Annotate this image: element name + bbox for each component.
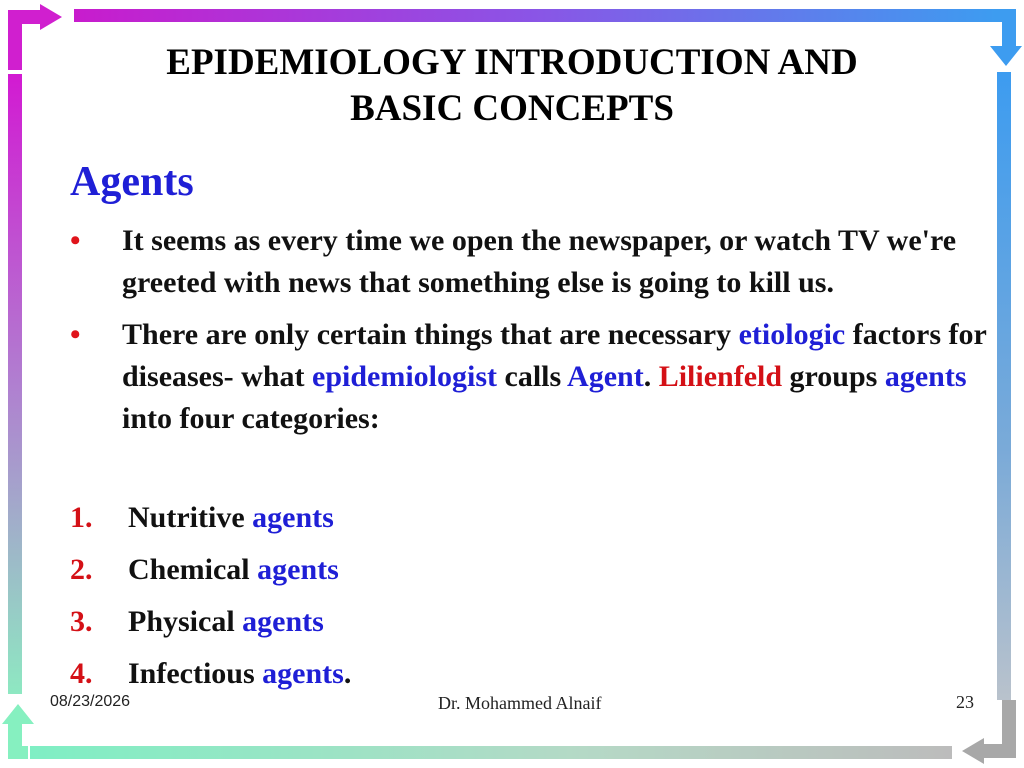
category-agent-word: agents	[257, 553, 339, 586]
bullet-text-1: It seems as every time we open the newspaper, or watch TV we're greeted with news that something else is going to kill us.	[122, 224, 957, 299]
category-item-3	[70, 596, 351, 648]
frame-bar-right	[997, 72, 1011, 700]
category-agent-word: agents	[252, 501, 334, 534]
bullet2-part2: factors for diseases- what	[122, 318, 987, 393]
bullet2-part4: .	[643, 360, 659, 393]
frame-arrow-top	[8, 4, 62, 70]
category-label: Physical	[128, 605, 243, 638]
category-label: Infectious	[128, 657, 263, 690]
section-heading: Agents	[70, 159, 194, 205]
slide-title-line1: EPIDEMIOLOGY INTRODUCTION AND	[166, 42, 858, 83]
bullet-list	[70, 220, 990, 450]
frame-arrow-left	[2, 704, 34, 759]
frame-bar-bottom	[30, 746, 952, 759]
slide-title	[100, 40, 924, 132]
category-agent-word: agents	[242, 605, 324, 638]
term-agents: agents	[884, 360, 967, 393]
frame-bar-top	[74, 9, 996, 22]
footer-page-number: 23	[956, 692, 974, 712]
term-epidemiologist: epidemiologist	[312, 360, 498, 393]
category-item-2	[70, 544, 351, 596]
category-label: Chemical	[128, 553, 258, 586]
bullet-marker: •	[70, 224, 81, 257]
category-number: 4.	[70, 657, 93, 690]
bullet2-part3: calls	[497, 360, 568, 393]
bullet-item-2	[70, 314, 990, 440]
category-label: Nutritive	[128, 501, 253, 534]
category-agent-word: agents	[262, 657, 344, 690]
frame-bar-left	[8, 74, 22, 694]
slide-title-line2: BASIC CONCEPTS	[350, 88, 674, 129]
bullet-item-1	[70, 220, 990, 304]
category-number: 2.	[70, 553, 93, 586]
category-list	[70, 492, 351, 700]
term-etiologic: etiologic	[738, 318, 846, 351]
term-lilienfeld: Lilienfeld	[658, 360, 783, 393]
bullet2-part5: groups	[782, 360, 885, 393]
bullet2-part1: There are only certain things that are necessary	[122, 318, 739, 351]
term-agent: Agent	[567, 360, 644, 393]
category-number: 3.	[70, 605, 93, 638]
footer-author: Dr. Mohammed Alnaif	[438, 693, 602, 713]
category-number: 1.	[70, 501, 93, 534]
bullet-marker: •	[70, 318, 81, 351]
bullet2-part6: into four categories:	[122, 402, 380, 435]
category-end: .	[343, 657, 352, 690]
footer-date: 08/23/2026	[50, 693, 131, 710]
category-item-1	[70, 492, 351, 544]
